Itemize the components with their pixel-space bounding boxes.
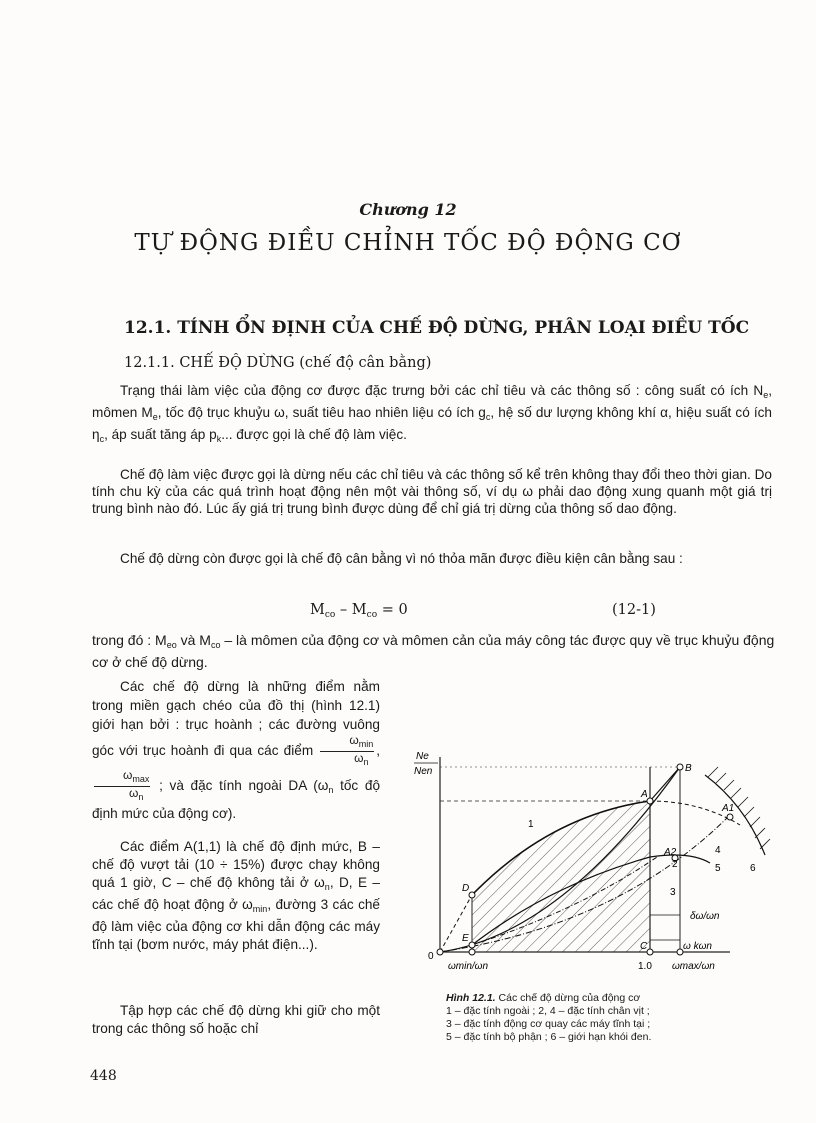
fraction-omega-max: $\frac{\omega_{max}}{\omega_n}$ xyxy=(94,769,150,804)
section-heading: 12.1. TÍNH ỔN ĐỊNH CỦA CHẾ ĐỘ DỪNG, PHÂN LOẠI ĐIỀU TỐC xyxy=(124,318,750,338)
x-tick-omega-min: ωmin/ωn xyxy=(448,961,489,972)
chapter-title: TỰ ĐỘNG ĐIỀU CHỈNH TỐC ĐỘ ĐỘNG CƠ xyxy=(134,230,682,256)
point-a1-marker xyxy=(727,814,733,820)
equation-12-1: $M_{co} - M_{co} = 0$ xyxy=(310,602,408,620)
curve-label-1: 1 xyxy=(528,819,534,830)
caption-title: Hình 12.1. xyxy=(446,992,496,1004)
point-c-marker xyxy=(647,949,653,955)
curve-6-smoke-limit xyxy=(705,775,765,855)
paragraph-4: Các chế độ dừng là những điểm nằm trong miền gạch chéo của đồ thị (hình 12.1) giới hạn bởi : trục hoành ; các đường vuông góc với trục hoành đi qua các điểm $\frac{\omega_{min}}{\omega_n}$ , $\frac{\omega_{max}}{\omega_n}$ ; và đặc tính ngoài DA ($\omega_n$ tốc độ định mức của động cơ). xyxy=(92,679,381,821)
origin-label: 0 xyxy=(428,951,434,962)
figure-caption xyxy=(446,992,776,1044)
label-e: E xyxy=(462,933,469,944)
page-number: 448 xyxy=(90,1068,117,1084)
y-label-numerator: Ne xyxy=(416,751,429,762)
paragraph-5: Các điểm A(1,1) là chế độ định mức, B – chế độ vượt tải (10 ÷ 15%) được chạy không quá 1 giờ, C – chế độ không tải ở $\omega_n$, D, E – các chế độ hoạt động ở $\omega_{min}$, đường 3 các chế độ làm việc của động cơ khi dẫn động các máy tĩnh tại (bơm nước, máy phát điện...). xyxy=(92,839,380,952)
curve-label-5: 5 xyxy=(715,863,721,874)
delta-omega-label: δω/ωn xyxy=(690,911,720,922)
label-a: A xyxy=(641,789,648,800)
label-a1: A1 xyxy=(722,803,735,814)
point-d-marker xyxy=(469,892,475,898)
caption-line-1: 1 – đặc tính ngoài ; 2, 4 – đặc tính chân vịt ; xyxy=(446,1005,650,1017)
y-label-denominator: Nen xyxy=(414,766,433,777)
omega-min-marker xyxy=(469,949,475,955)
line-a-b xyxy=(650,767,680,801)
hatched-region xyxy=(472,801,650,952)
fraction-omega-min: $\frac{\omega_{min}}{\omega_n}$ xyxy=(320,734,374,769)
chapter-label: Chương 12 xyxy=(359,200,457,219)
subsection-heading: 12.1.1. CHẾ ĐỘ DỪNG (chế độ cân bằng) xyxy=(124,355,432,371)
delta-omega-arrow xyxy=(650,915,680,940)
paragraph-2: Chế độ làm việc được gọi là dừng nếu các chỉ tiêu và các thông số kể trên không thay đổi theo thời gian. Do tính chu kỳ của các quá trình hoạt động nên một vài thông số, ví dụ ω phải dao động xung quanh một giá trị trung bình nào đó. Lúc ấy giá trị trung bình được dùng để chỉ giá trị dừng của thông số dao động. xyxy=(92,467,772,516)
label-c: C xyxy=(640,941,648,952)
curve-label-6: 6 xyxy=(750,863,756,874)
point-b-marker xyxy=(677,764,683,770)
point-a-marker xyxy=(647,798,653,804)
curve-label-2: 2 xyxy=(672,859,678,870)
steady-state-diagram xyxy=(400,745,780,985)
label-a2: A2 xyxy=(664,847,677,858)
origin-marker xyxy=(437,949,443,955)
x-tick-omega-max: ωmax/ωn xyxy=(672,961,715,972)
caption-line-3: 5 – đặc tính bộ phận ; 6 – giới hạn khói đen. xyxy=(446,1031,652,1043)
paragraph-3: Chế độ dừng còn được gọi là chế độ cân bằng vì nó thỏa mãn được điều kiện cân bằng sau : xyxy=(120,551,683,566)
label-b: B xyxy=(685,763,692,774)
x-tick-one: 1.0 xyxy=(638,961,652,972)
figure-12-1 xyxy=(400,745,780,985)
curve-label-4: 4 xyxy=(715,845,721,856)
caption-line-2: 3 – đặc tính động cơ quay các máy tĩnh tại ; xyxy=(446,1018,651,1030)
paragraph-6: Tập hợp các chế độ dừng khi giữ cho một trong các thông số hoặc chỉ xyxy=(92,1003,380,1036)
equation-number: (12-1) xyxy=(612,602,656,618)
where-clause: trong đó : $M_{eo}$ và $M_{co}$ – là mômen của động cơ và mômen cản của máy công tác được quy về trục khuỷu động cơ ở chế độ dừng. xyxy=(92,632,775,670)
omega-k-label: ω kωn xyxy=(683,941,712,952)
caption-title-text: Các chế độ dừng của động cơ xyxy=(495,992,641,1004)
paragraph-1: Trạng thái làm việc của động cơ được đặc trưng bởi các chỉ tiêu và các thông số : công suất có ích $N_e$, mômen $M_e$, tốc độ trục khuỷu ω, suất tiêu hao nhiên liệu có ích $g_c$, hệ số dư lượng không khí α, hiệu suất có ích $\eta_c$, áp suất tăng áp $p_k$... được gọi là chế độ làm việc. xyxy=(92,383,772,444)
label-d: D xyxy=(462,883,470,894)
point-e-marker xyxy=(469,942,475,948)
curve-label-3: 3 xyxy=(670,887,676,898)
